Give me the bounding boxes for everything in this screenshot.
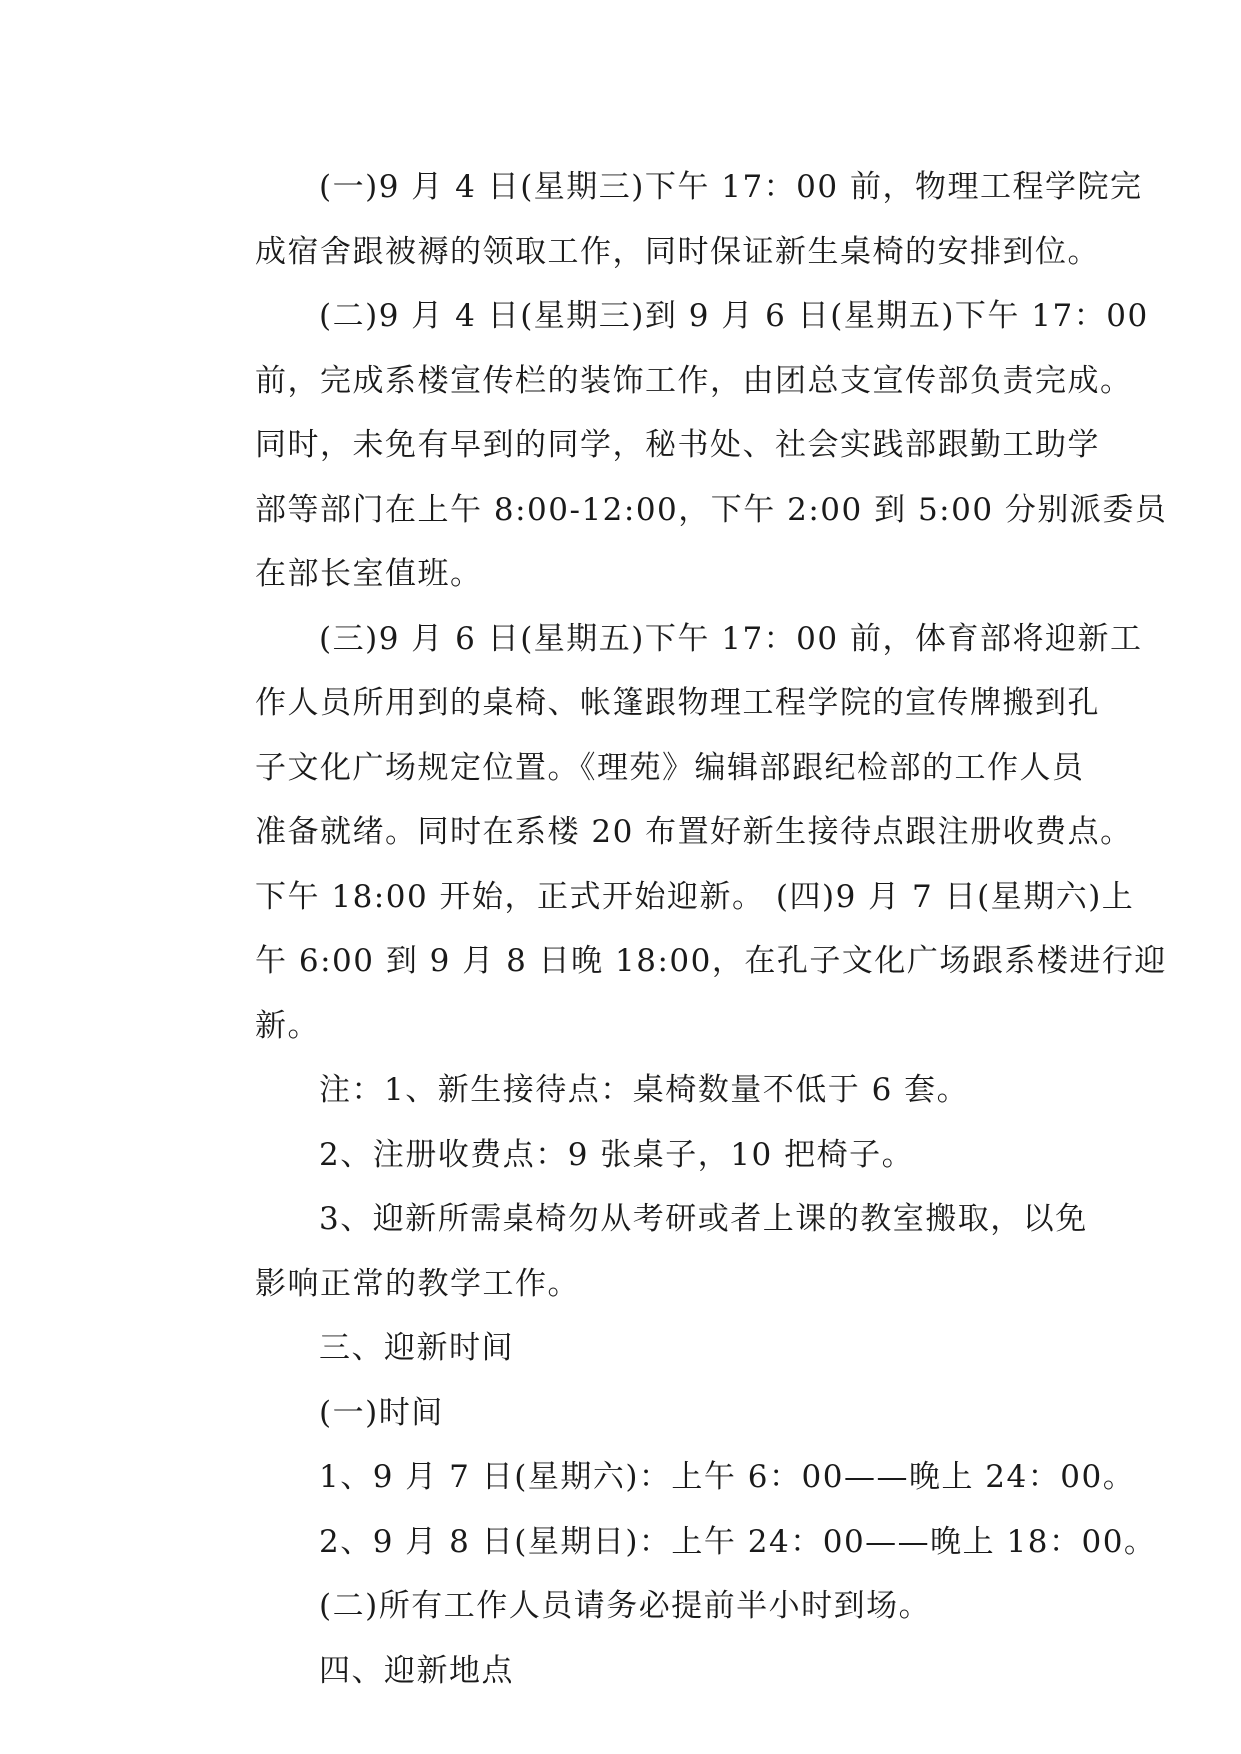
text-line: (一)9 月 4 日(星期三)下午 17：00 前，物理工程学院完 (319, 169, 1143, 205)
paragraph-schedule-2 (191, 284, 1168, 607)
section-heading: 三、迎新时间 (319, 1330, 514, 1366)
text-line: 成宿舍跟被褥的领取工作，同时保证新生桌椅的安排到位。 (255, 233, 1100, 270)
text-line: 注：1、新生接待点：桌椅数量不低于 6 套。 (319, 1072, 970, 1108)
paragraph-schedule-1 (191, 155, 1143, 284)
section-heading-time (191, 1316, 1051, 1381)
note-item-1 (191, 1058, 1051, 1123)
subsection-heading: (一)时间 (319, 1394, 444, 1431)
text-line: (二)9 月 4 日(星期三)到 9 月 6 日(星期五)下午 17：00 (319, 298, 1149, 334)
time-item-2 (191, 1510, 1157, 1575)
note-item-3 (191, 1187, 1088, 1316)
text-line: 2、注册收费点：9 张桌子，10 把椅子。 (319, 1136, 915, 1173)
text-line: 准备就绪。同时在系楼 20 布置好新生接待点跟注册收费点。 (255, 814, 1133, 850)
section-heading: 四、迎新地点 (319, 1652, 514, 1689)
note-item-2 (191, 1123, 1051, 1188)
text-line: 在部长室值班。 (255, 556, 483, 592)
text-line: 2、9 月 8 日(星期日)：上午 24：00——晚上 18：00。 (319, 1523, 1157, 1560)
subsection-heading-time (191, 1381, 1051, 1446)
text-line: 前，完成系楼宣传栏的装饰工作，由团总支宣传部负责完成。 (255, 362, 1133, 399)
text-line: (二)所有工作人员请务必提前半小时到场。 (319, 1588, 932, 1624)
text-line: (三)9 月 6 日(星期五)下午 17：00 前，体育部将迎新工 (319, 620, 1143, 657)
text-line: 1、9 月 7 日(星期六)：上午 6：00——晚上 24：00。 (319, 1459, 1136, 1495)
text-line: 作人员所用到的桌椅、帐篷跟物理工程学院的宣传牌搬到孔 (255, 685, 1100, 721)
text-line: 下午 18:00 开始，正式开始迎新。 (四)9 月 7 日(星期六)上 (255, 878, 1135, 915)
text-line: 部等部门在上午 8:00-12:00，下午 2:00 到 5:00 分别派委员 (255, 491, 1168, 528)
section-heading-location (191, 1639, 1051, 1704)
time-item-1 (191, 1445, 1136, 1510)
text-line: 午 6:00 到 9 月 8 日晚 18:00，在孔子文化广场跟系楼进行迎 (255, 943, 1167, 979)
document-body (191, 155, 1168, 1703)
text-line: 3、迎新所需桌椅勿从考研或者上课的教室搬取，以免 (319, 1201, 1088, 1237)
text-line: 同时，未免有早到的同学，秘书处、社会实践部跟勤工助学 (255, 427, 1100, 463)
text-line: 影响正常的教学工作。 (255, 1265, 580, 1302)
text-line: 新。 (255, 1007, 320, 1044)
paragraph-schedule-3 (191, 607, 1167, 1059)
staff-arrival-note (191, 1574, 1051, 1639)
text-line: 子文化广场规定位置。《理苑》编辑部跟纪检部的工作人员 (255, 749, 1085, 786)
